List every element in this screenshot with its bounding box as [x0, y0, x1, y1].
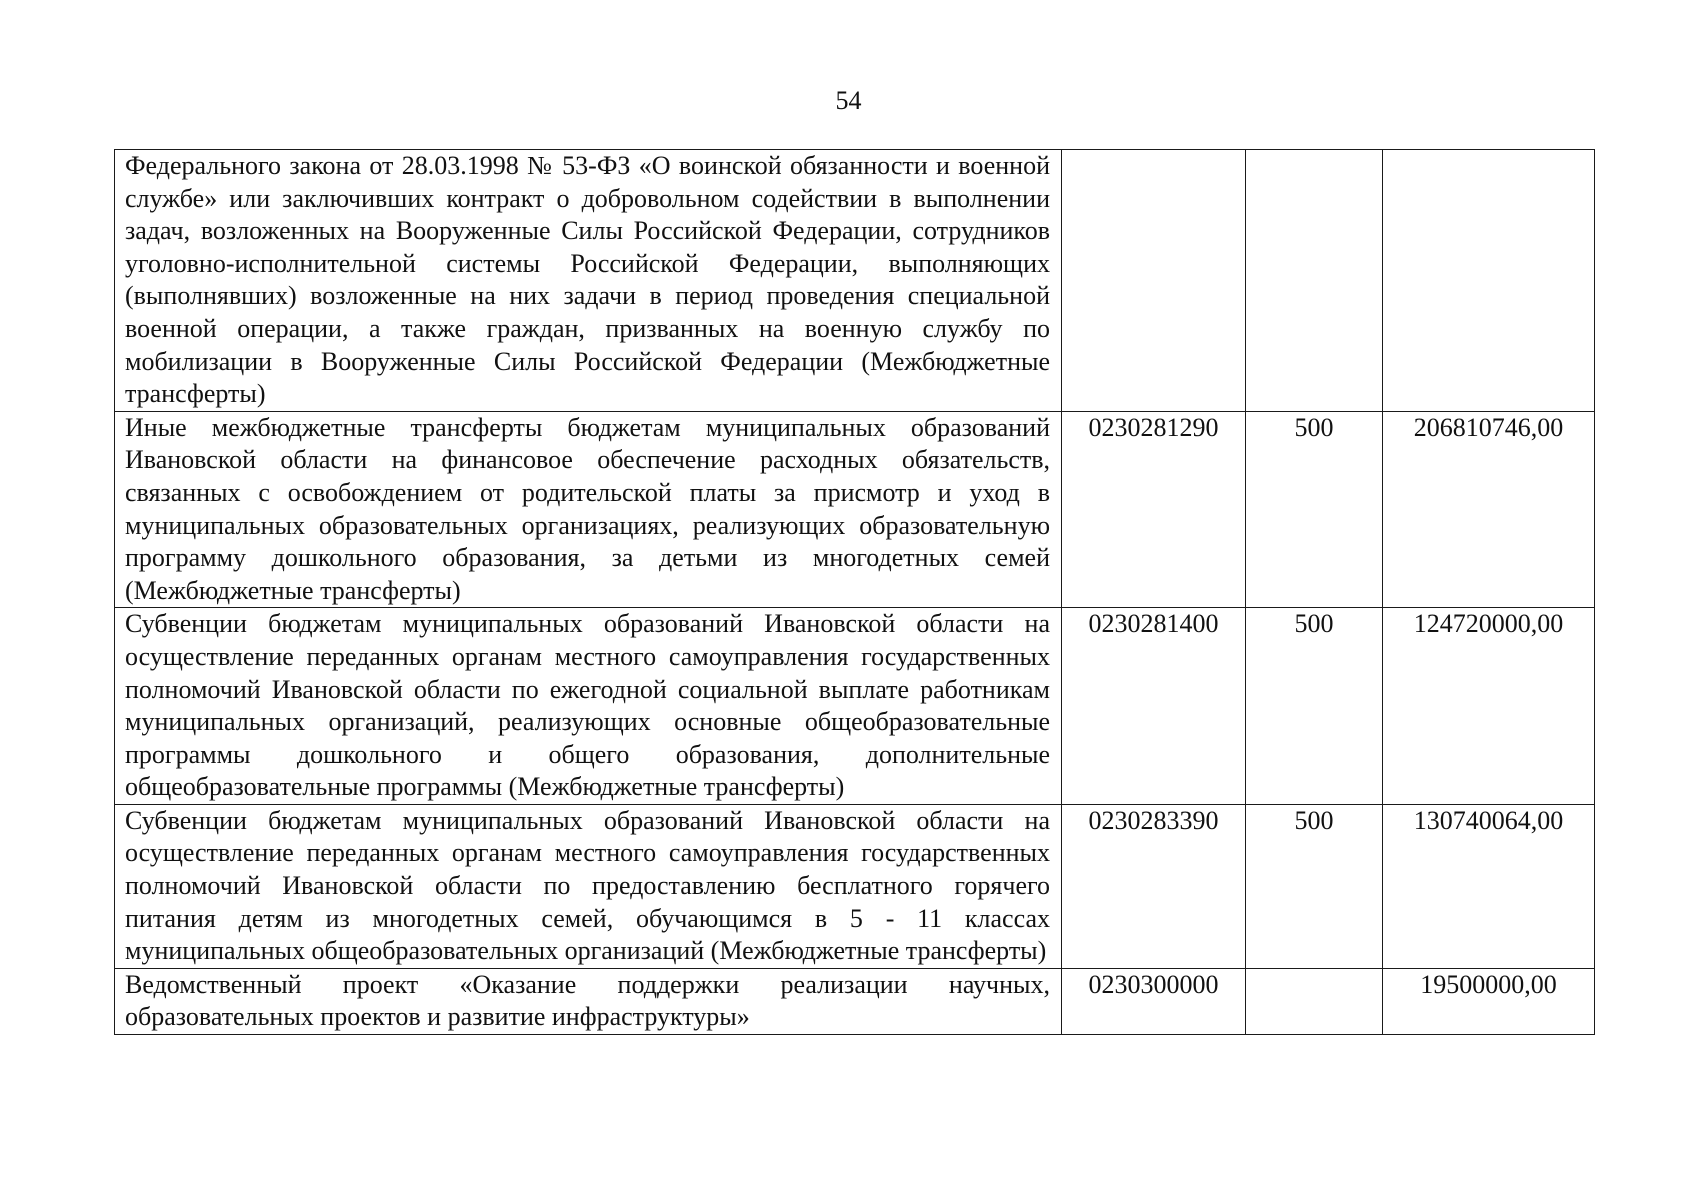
expense-name-cell: Иные межбюджетные трансферты бюджетам муниципальных образований Ивановской области на финансовое обеспечение расходных обязательств, связанных с освобождением от родительской платы за присмотр и уход в муниципальных образовательных организациях, реализующих образовательную программу дошкольного образования, за детьми из многодетных семей (Межбюджетные трансферты) — [115, 411, 1062, 608]
table-row — [115, 968, 1595, 1034]
amount-cell: 206810746,00 — [1383, 411, 1595, 608]
expense-type-cell: 500 — [1246, 804, 1383, 968]
table-row — [115, 804, 1595, 968]
table-row — [115, 608, 1595, 805]
budget-table — [114, 149, 1595, 1035]
expense-name-cell: Федерального закона от 28.03.1998 № 53-ФЗ «О воинской обязанности и военной службе» или заключивших контракт о добровольном содействии в выполнении задач, возложенных на Вооруженные Силы Российской Федерации, сотрудников уголовно-исполнительной системы Российской Федерации, выполняющих (выполнявших) возложенные на них задачи в период проведения специальной военной операции, а также граждан, призванных на военную службу по мобилизации в Вооруженные Силы Российской Федерации (Межбюджетные трансферты) — [115, 150, 1062, 412]
table-row — [115, 411, 1595, 608]
amount-cell: 130740064,00 — [1383, 804, 1595, 968]
target-code-cell: 0230300000 — [1062, 968, 1246, 1034]
page-number: 54 — [835, 86, 862, 115]
amount-cell: 19500000,00 — [1383, 968, 1595, 1034]
amount-cell — [1383, 150, 1595, 412]
expense-name-cell: Ведомственный проект «Оказание поддержки реализации научных, образовательных проектов и развитие инфраструктуры» — [115, 968, 1062, 1034]
expense-name-cell: Субвенции бюджетам муниципальных образований Ивановской области на осуществление переданных органам местного самоуправления государственных полномочий Ивановской области по предоставлению бесплатного горячего питания детям из многодетных семей, обучающимся в 5 - 11 классах муниципальных общеобразовательных организаций (Межбюджетные трансферты) — [115, 804, 1062, 968]
target-code-cell: 0230283390 — [1062, 804, 1246, 968]
target-code-cell: 0230281290 — [1062, 411, 1246, 608]
table-row — [115, 150, 1595, 412]
amount-cell: 124720000,00 — [1383, 608, 1595, 805]
target-code-cell — [1062, 150, 1246, 412]
expense-type-cell — [1246, 150, 1383, 412]
expense-name-cell: Субвенции бюджетам муниципальных образований Ивановской области на осуществление переданных органам местного самоуправления государственных полномочий Ивановской области по ежегодной социальной выплате работникам муниципальных организаций, реализующих основные общеобразовательные программы дошкольного и общего образования, дополнительные общеобразовательные программы (Межбюджетные трансферты) — [115, 608, 1062, 805]
expense-type-cell: 500 — [1246, 608, 1383, 805]
expense-type-cell — [1246, 968, 1383, 1034]
target-code-cell: 0230281400 — [1062, 608, 1246, 805]
expense-type-cell: 500 — [1246, 411, 1383, 608]
